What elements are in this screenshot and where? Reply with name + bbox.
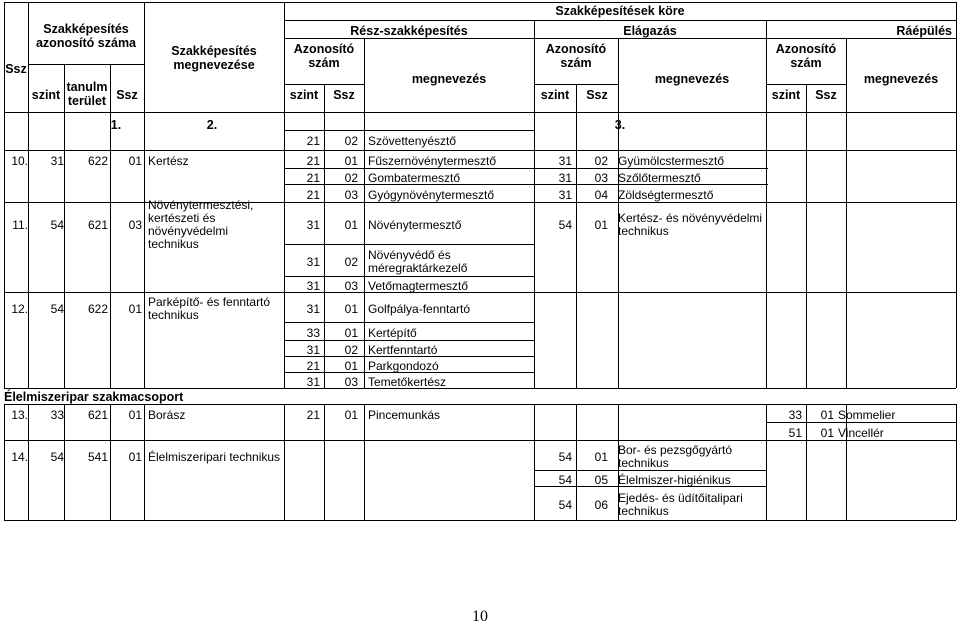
rule (4, 202, 956, 203)
cell-a-n (806, 358, 834, 374)
cell-a-name (838, 358, 956, 374)
header-resz-szint: szint (289, 88, 319, 102)
cell-name (148, 342, 282, 358)
cell-a-sz (766, 246, 802, 278)
rule (284, 184, 768, 185)
cell-ter (66, 132, 108, 150)
cell-a-sz (766, 152, 802, 170)
rule (144, 2, 145, 112)
cell-a-n (806, 204, 834, 246)
cell-e-name: Ejedés- és üdítőitalipari technikus (618, 491, 743, 518)
cell-e-n (576, 342, 608, 358)
cell-a-name (838, 488, 956, 522)
rule (4, 150, 956, 151)
cell-e-sz (534, 294, 572, 324)
rule (766, 404, 767, 520)
column-number-2: 2. (206, 118, 218, 132)
cell-a-sz (766, 324, 802, 342)
rule (766, 20, 767, 112)
cell-ter (66, 246, 108, 278)
cell-a-n (806, 132, 834, 150)
cell-e-n: 05 (594, 472, 608, 487)
cell-r-n: 02 (344, 342, 358, 357)
cell-e-sz (534, 358, 572, 374)
cell-r-name: Vetőmagtermesztő (368, 278, 469, 293)
rule (956, 2, 957, 112)
cell-nr: 01 (128, 449, 142, 464)
cell-r-n: 01 (344, 153, 358, 168)
cell-e-sz: 31 (558, 153, 572, 168)
cell-a-n (806, 472, 834, 488)
rule (284, 168, 768, 169)
cell-nr: 01 (128, 301, 142, 316)
cell-a-sz (766, 170, 802, 186)
header-raepules: Ráépülés (896, 24, 952, 38)
cell-r-n: 01 (344, 301, 358, 316)
rule (324, 84, 325, 112)
cell-name (148, 246, 282, 278)
cell-r-n (324, 472, 358, 488)
cell-r-sz: 21 (306, 358, 320, 373)
cell-r-sz: 33 (306, 325, 320, 340)
cell-e-name: Szőlőtermesztő (618, 170, 701, 185)
cell-szint (30, 358, 64, 374)
cell-a-name (838, 442, 956, 472)
cell-ssz (4, 246, 28, 278)
cell-szint (30, 170, 64, 186)
rule (576, 112, 577, 388)
rule (4, 112, 5, 388)
cell-ter (66, 472, 108, 488)
cell-r-name: Gombatermesztő (368, 170, 461, 185)
header-raepules-ssz: Ssz (815, 88, 837, 102)
header-resz-megnevezes: megnevezés (411, 72, 487, 86)
cell-nr (112, 358, 142, 374)
rule (534, 20, 535, 112)
rule (64, 404, 65, 520)
cell-e-sz (534, 246, 572, 278)
rule (284, 2, 285, 112)
cell-name (148, 324, 282, 342)
cell-name (148, 132, 282, 150)
rule (64, 64, 65, 112)
rule (284, 112, 285, 388)
cell-e-name: Bor- és pezsgőgyártó technikus (618, 443, 733, 470)
cell-r-sz: 21 (306, 133, 320, 148)
cell-nr (112, 132, 142, 150)
rule (618, 38, 619, 112)
cell-nr (112, 472, 142, 488)
cell-ssz (4, 132, 28, 150)
rule (534, 486, 766, 487)
cell-e-name: Élelmiszer-higiénikus (618, 472, 731, 487)
cell-a-name: Sommelier (838, 407, 896, 422)
cell-e-sz (534, 324, 572, 342)
cell-ssz: 12. (11, 301, 28, 316)
cell-e-sz: 54 (558, 497, 572, 512)
rule (144, 112, 145, 388)
cell-nr (112, 324, 142, 342)
cell-e-n: 01 (594, 217, 608, 232)
cell-e-name: Gyümölcstermesztő (618, 153, 725, 168)
cell-ssz: 11. (12, 217, 28, 232)
rule (28, 112, 29, 388)
header-tanulmanyi-terulet: tanulm terület (66, 80, 108, 108)
cell-nr (112, 342, 142, 358)
cell-ssz: 14. (11, 449, 28, 464)
cell-a-name (838, 294, 956, 324)
cell-a-name (838, 204, 956, 246)
cell-szint: 31 (50, 153, 64, 168)
rule (284, 244, 534, 245)
column-number-1: 1. (110, 118, 122, 132)
cell-r-name: Pincemunkás (368, 407, 441, 422)
cell-a-name (838, 246, 956, 278)
rule (28, 2, 29, 112)
cell-szint (30, 324, 64, 342)
cell-e-n: 02 (594, 153, 608, 168)
cell-ssz (4, 170, 28, 186)
cell-r-sz: 21 (306, 187, 320, 202)
rule (956, 404, 957, 520)
cell-a-n (806, 324, 834, 342)
cell-a-sz (766, 442, 802, 472)
cell-r-n: 02 (344, 254, 358, 269)
cell-e-sz: 54 (558, 217, 572, 232)
cell-a-sz: 51 (788, 425, 802, 440)
header-resz: Rész-szakképesítés (350, 24, 468, 38)
rule (284, 372, 534, 373)
cell-szint (30, 246, 64, 278)
cell-e-n (576, 358, 608, 374)
cell-ssz (4, 472, 28, 488)
cell-r-name: Parkgondozó (368, 358, 439, 373)
cell-ssz: 13. (11, 407, 28, 422)
cell-r-sz: 31 (306, 301, 320, 316)
cell-r-name: Növénytermesztő (368, 217, 462, 232)
cell-name: Élelmiszeripari technikus (148, 449, 281, 464)
cell-szint (30, 132, 64, 150)
cell-r-n: 01 (344, 217, 358, 232)
cell-ssz (4, 488, 28, 522)
cell-ssz (4, 358, 28, 374)
cell-r-n: 02 (344, 133, 358, 148)
cell-name: Kertész (148, 153, 189, 168)
cell-a-sz (766, 132, 802, 150)
rule (110, 64, 111, 112)
cell-e-sz: 31 (558, 170, 572, 185)
cell-ssz (4, 342, 28, 358)
rule (576, 404, 577, 520)
cell-nr (112, 170, 142, 186)
cell-e-n (576, 406, 608, 424)
rule (846, 38, 847, 112)
section-heading: Élelmiszeripar szakmacsoport (4, 390, 184, 404)
cell-ter (66, 324, 108, 342)
rule (284, 356, 534, 357)
header-elagazas-megnevezes: megnevezés (654, 72, 730, 86)
cell-e-name (618, 406, 766, 424)
rule (4, 404, 956, 405)
cell-name: Parképítő- és fenntartó technikus (148, 295, 271, 322)
cell-szint: 54 (50, 301, 64, 316)
header-kepzes-megnevezes: Szakképesítés megnevezése (171, 44, 257, 72)
cell-name: Borász (148, 407, 186, 422)
cell-r-sz (284, 472, 320, 488)
header-ssz: Ssz (5, 62, 27, 76)
rule (4, 292, 956, 293)
header-resz-ssz: Ssz (333, 88, 355, 102)
cell-a-n (806, 342, 834, 358)
cell-r-name (368, 472, 534, 488)
cell-e-sz (534, 132, 572, 150)
cell-e-n: 04 (594, 187, 608, 202)
cell-a-n: 01 (820, 425, 834, 440)
cell-a-name (838, 132, 956, 150)
header-ssz2: Ssz (116, 88, 138, 102)
rule (534, 470, 766, 471)
cell-r-name: Temetőkertész (368, 374, 447, 389)
rule (806, 404, 807, 520)
cell-e-n: 06 (594, 497, 608, 512)
rule (324, 404, 325, 520)
cell-e-name (618, 246, 766, 278)
cell-ter: 541 (87, 449, 108, 464)
cell-szint: 54 (50, 449, 64, 464)
rule (4, 404, 5, 520)
cell-name (148, 358, 282, 374)
cell-r-name (368, 488, 534, 522)
rule (4, 440, 956, 441)
cell-r-sz: 31 (306, 254, 320, 269)
cell-e-n: 03 (594, 170, 608, 185)
header-raepules-azonosito: Azonosító szám (775, 42, 837, 70)
cell-e-sz (534, 406, 572, 424)
cell-a-n (806, 152, 834, 170)
cell-nr: 01 (128, 153, 142, 168)
rule (110, 404, 111, 520)
cell-name (148, 488, 282, 522)
cell-e-sz: 54 (558, 472, 572, 487)
cell-ter (66, 358, 108, 374)
rule (144, 404, 145, 520)
cell-ssz (4, 324, 28, 342)
rule (766, 112, 767, 388)
cell-r-name: Gyógynövénytermesztő (368, 187, 495, 202)
cell-r-sz: 31 (306, 217, 320, 232)
cell-e-name (618, 294, 766, 324)
cell-r-n: 03 (344, 278, 358, 293)
cell-r-name: Szövettenyésztő (368, 133, 457, 148)
cell-nr (112, 246, 142, 278)
cell-r-sz (284, 442, 320, 472)
rule (364, 38, 365, 112)
rule (284, 322, 534, 323)
cell-a-sz (766, 342, 802, 358)
cell-nr: 03 (128, 217, 142, 232)
header-raepules-megnevezes: megnevezés (863, 72, 939, 86)
cell-e-name: Zöldségtermesztő (618, 187, 714, 202)
header-resz-azonosito: Azonosító szám (293, 42, 355, 70)
cell-a-n (806, 294, 834, 324)
header-elagazas: Elágazás (623, 24, 677, 38)
cell-szint (30, 488, 64, 522)
rule (534, 112, 535, 388)
cell-r-sz (284, 488, 320, 522)
rule (4, 112, 956, 113)
rule (110, 112, 111, 388)
rule (364, 404, 365, 520)
rule (4, 2, 956, 3)
cell-a-name (838, 342, 956, 358)
cell-ter: 622 (87, 301, 108, 316)
cell-a-name (838, 152, 956, 170)
column-number-3: 3. (614, 118, 626, 132)
cell-e-n (576, 132, 608, 150)
rule (28, 64, 144, 65)
rule (4, 2, 5, 112)
cell-nr (112, 488, 142, 522)
cell-r-name: Növényvédő és méregraktárkezelő (368, 248, 468, 275)
cell-e-sz: 31 (558, 187, 572, 202)
cell-a-sz (766, 358, 802, 374)
header-elagazas-szint: szint (540, 88, 570, 102)
cell-e-n (576, 246, 608, 278)
rule (576, 84, 577, 112)
cell-r-n: 03 (344, 187, 358, 202)
rule (284, 340, 534, 341)
rule (284, 130, 534, 131)
cell-ssz: 10. (11, 153, 28, 168)
rule (846, 112, 847, 388)
cell-szint: 54 (50, 217, 64, 232)
header-szint: szint (31, 88, 61, 102)
rule (364, 112, 365, 388)
header-kor: Szakképesítések köre (555, 4, 685, 18)
cell-ter (66, 170, 108, 186)
cell-r-sz: 21 (306, 170, 320, 185)
rule (956, 112, 957, 388)
cell-e-n (576, 294, 608, 324)
cell-ter: 621 (87, 407, 108, 422)
rule (806, 112, 807, 388)
cell-a-name (838, 324, 956, 342)
rule (618, 112, 619, 388)
cell-a-n (806, 442, 834, 472)
cell-szint (30, 342, 64, 358)
cell-ter: 622 (87, 153, 108, 168)
cell-a-name: Vincellér (838, 425, 884, 440)
cell-r-n: 01 (344, 407, 358, 422)
page-number: 10 (472, 608, 488, 625)
rule (324, 112, 325, 388)
cell-e-name (618, 358, 766, 374)
cell-a-name (838, 170, 956, 186)
cell-a-sz (766, 204, 802, 246)
rule (4, 388, 956, 389)
cell-r-name: Golfpálya-fenntartó (368, 301, 471, 316)
cell-e-sz (534, 342, 572, 358)
rule (534, 404, 535, 520)
cell-e-n: 01 (594, 449, 608, 464)
cell-r-name: Kertfenntartó (368, 342, 438, 357)
rule (284, 404, 285, 520)
cell-nr: 01 (128, 407, 142, 422)
cell-e-name (618, 342, 766, 358)
cell-e-n (576, 324, 608, 342)
cell-r-n: 01 (344, 358, 358, 373)
cell-a-n: 01 (820, 407, 834, 422)
cell-e-name: Kertész- és növényvédelmi technikus (618, 211, 763, 238)
cell-ter (66, 342, 108, 358)
cell-szint: 33 (50, 407, 64, 422)
cell-name (148, 170, 282, 186)
rule (284, 276, 534, 277)
cell-r-sz: 31 (306, 342, 320, 357)
cell-r-n: 03 (344, 374, 358, 389)
rule (846, 404, 847, 520)
cell-r-n: 02 (344, 170, 358, 185)
header-elagazas-azonosito: Azonosító szám (545, 42, 607, 70)
cell-e-sz: 54 (558, 449, 572, 464)
cell-e-name (618, 324, 766, 342)
header-elagazas-ssz: Ssz (586, 88, 608, 102)
rule (284, 20, 956, 21)
cell-a-sz (766, 488, 802, 522)
cell-r-name: Kertépítő (368, 325, 417, 340)
cell-e-name (618, 132, 766, 150)
cell-ter (66, 488, 108, 522)
cell-a-n (806, 488, 834, 522)
cell-name (148, 472, 282, 488)
cell-r-sz: 21 (306, 407, 320, 422)
rule (284, 38, 956, 39)
cell-r-n: 01 (344, 325, 358, 340)
cell-a-n (806, 170, 834, 186)
rule (766, 422, 956, 423)
cell-a-sz: 33 (788, 407, 802, 422)
cell-szint (30, 472, 64, 488)
cell-r-sz: 31 (306, 374, 320, 389)
cell-a-name (838, 472, 956, 488)
cell-r-name (368, 442, 534, 472)
cell-a-n (806, 246, 834, 278)
cell-r-name: Fűszernövénytermesztő (368, 153, 497, 168)
cell-a-sz (766, 294, 802, 324)
cell-r-sz: 31 (306, 278, 320, 293)
rule (806, 84, 807, 112)
rule (4, 520, 956, 521)
header-raepules-szint: szint (771, 88, 801, 102)
cell-r-n (324, 488, 358, 522)
cell-r-sz: 21 (306, 153, 320, 168)
cell-name: Növénytermesztési, kertészeti és növényvédelmi technikus (148, 198, 254, 251)
rule (618, 404, 619, 520)
cell-r-n (324, 442, 358, 472)
cell-ter: 621 (87, 217, 108, 232)
cell-a-sz (766, 472, 802, 488)
rule (64, 112, 65, 388)
rule (28, 404, 29, 520)
header-kepzes-azonosito: Szakképesítés azonosító száma (35, 22, 137, 50)
